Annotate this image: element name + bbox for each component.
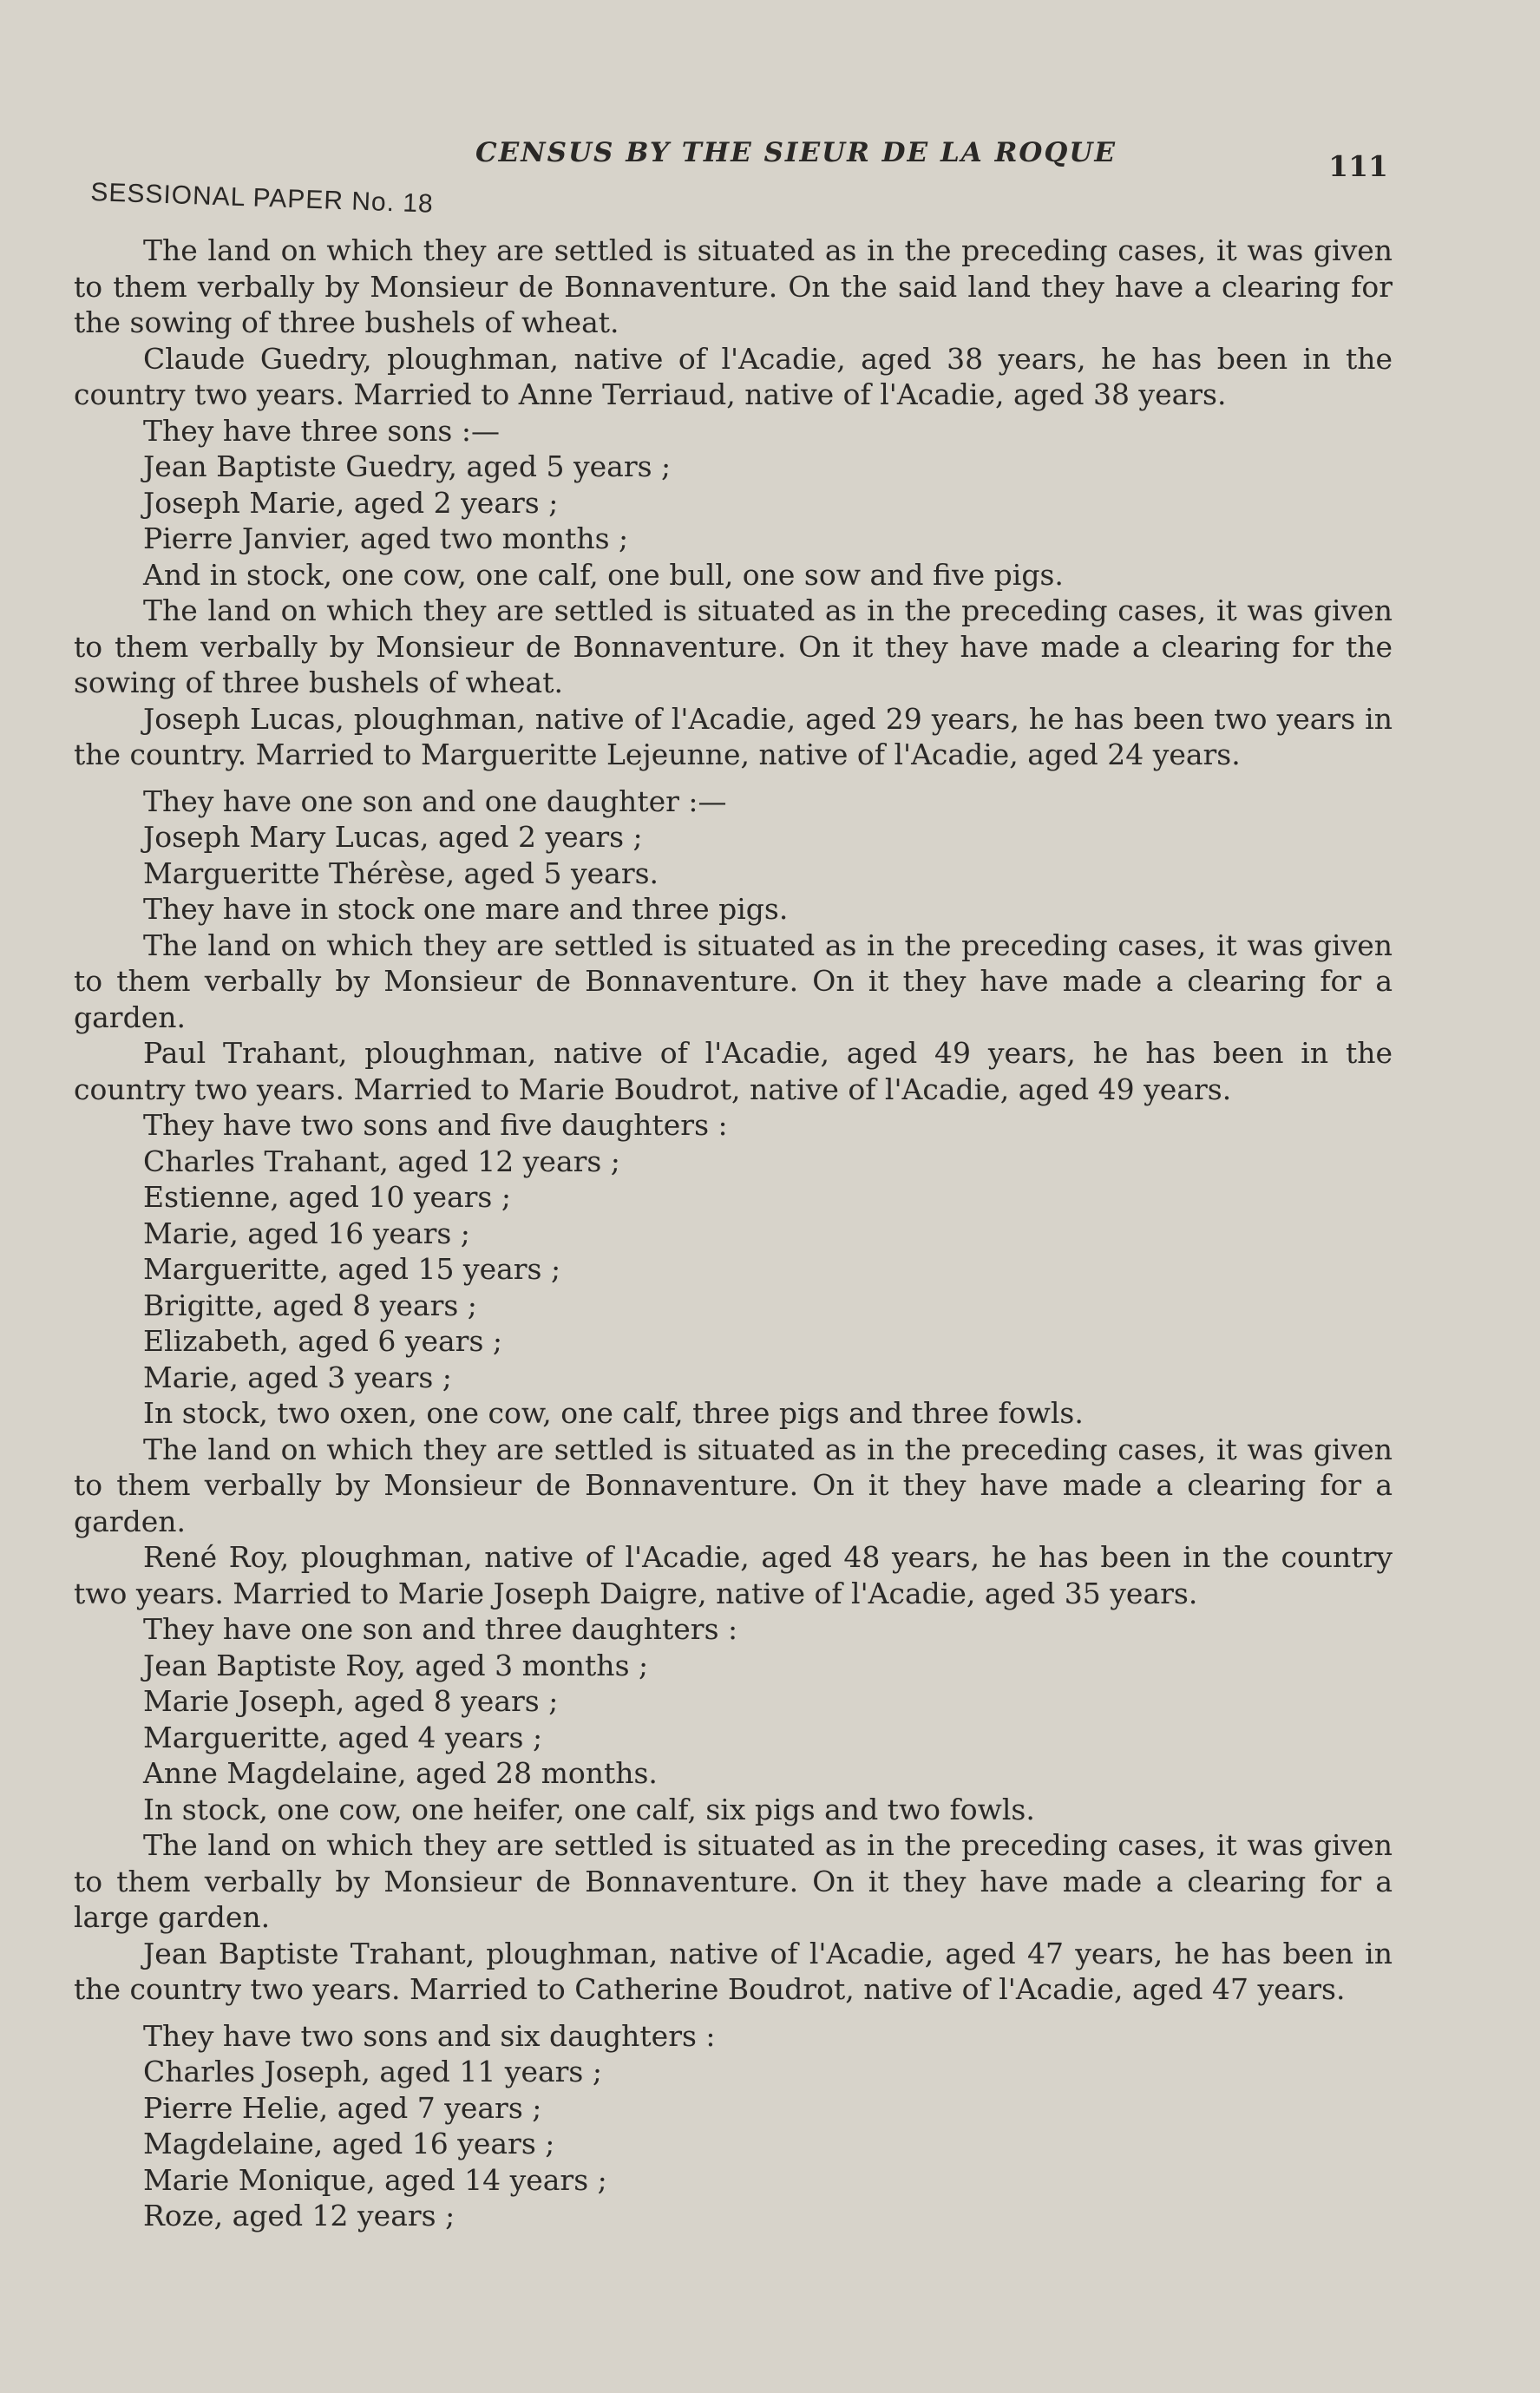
list-item: Pierre Janvier, aged two months ; [143, 521, 629, 555]
list-item: Marie, aged 3 years ; [143, 1360, 452, 1394]
list-item: Anne Magdelaine, aged 28 months. [143, 1756, 658, 1790]
paragraph: Joseph Lucas, ploughman, native of l'Acadie, aged 29 years, he has been two years in the country. Married to Margueritte Lejeunne, native of l'Acadie, aged 24 years. [74, 701, 1393, 771]
list-item: Margueritte, aged 4 years ; [143, 1720, 543, 1754]
list-item: Charles Trahant, aged 12 years ; [143, 1144, 620, 1178]
paragraph: The land on which they are settled is situated as in the preceding cases, it was given to them verbally by Monsieur de Bonnaventure. On it they have made a clearing for a garden. [74, 1432, 1393, 1538]
list-item: Margueritte Thérèse, aged 5 years. [143, 856, 659, 890]
paragraph: Claude Guedry, ploughman, native of l'Acadie, aged 38 years, he has been in the country two years. Married to Anne Terriaud, native of l'Acadie, aged 38 years. [74, 341, 1393, 411]
list-item: Brigitte, aged 8 years ; [143, 1288, 477, 1322]
paragraph: René Roy, ploughman, native of l'Acadie, aged 48 years, he has been in the country two years. Married to Marie Joseph Daigre, native of l'Acadie, aged 35 years. [74, 1540, 1393, 1610]
list-item: Joseph Mary Lucas, aged 2 years ; [143, 820, 643, 854]
paragraph: The land on which they are settled is situated as in the preceding cases, it was given to them verbally by Monsieur de Bonnaventure. On the said land they have a clearing for the sowing of three bushels of wheat. [74, 233, 1393, 339]
list-item: And in stock, one cow, one calf, one bull, one sow and five pigs. [143, 557, 1064, 592]
list-item: Jean Baptiste Roy, aged 3 months ; [143, 1648, 649, 1682]
list-item: They have one son and one daughter :— [143, 783, 727, 818]
list-item: Marie Monique, aged 14 years ; [143, 2162, 607, 2197]
running-title: CENSUS BY THE SIEUR DE LA ROQUE [475, 137, 1117, 168]
paragraph: The land on which they are settled is situated as in the preceding cases, it was given to them verbally by Monsieur de Bonnaventure. On it they have made a clearing for a large garden. [74, 1828, 1393, 1934]
page-number: 111 [1328, 149, 1388, 183]
list-item: Jean Baptiste Guedry, aged 5 years ; [143, 449, 672, 483]
list-item: Marie, aged 16 years ; [143, 1216, 470, 1250]
paragraph: The land on which they are settled is situated as in the preceding cases, it was given to them verbally by Monsieur de Bonnaventure. On it they have made a clearing for the sowing of three bushels of wheat. [74, 593, 1393, 699]
list-item: Estienne, aged 10 years ; [143, 1180, 511, 1214]
list-item: Elizabeth, aged 6 years ; [143, 1324, 502, 1358]
list-item: Joseph Marie, aged 2 years ; [143, 485, 559, 520]
list-item: They have two sons and six daughters : [143, 2018, 716, 2053]
list-item: Marie Joseph, aged 8 years ; [143, 1684, 559, 1718]
list-item: Margueritte, aged 15 years ; [143, 1252, 561, 1286]
list-item: Charles Joseph, aged 11 years ; [143, 2055, 602, 2088]
list-item: Magdelaine, aged 16 years ; [143, 2127, 555, 2160]
sessional-paper-label: SESSIONAL PAPER No. 18 [89, 178, 435, 219]
list-item: They have three sons :— [143, 413, 500, 448]
list-item: In stock, one cow, one heifer, one calf, six pigs and two fowls. [143, 1792, 1035, 1826]
paragraph: Paul Trahant, ploughman, native of l'Acadie, aged 49 years, he has been in the country two years. Married to Marie Boudrot, native of l'Acadie, aged 49 years. [74, 1036, 1393, 1106]
body-text [74, 233, 1393, 2234]
paragraph: The land on which they are settled is situated as in the preceding cases, it was given to them verbally by Monsieur de Bonnaventure. On it they have made a clearing for a garden. [74, 928, 1393, 1034]
list-item: Pierre Helie, aged 7 years ; [143, 2090, 542, 2125]
list-item: They have in stock one mare and three pigs. [143, 892, 789, 926]
list-item: Roze, aged 12 years ; [143, 2199, 455, 2232]
list-item: They have two sons and five daughters : [143, 1108, 728, 1142]
list-item: In stock, two oxen, one cow, one calf, three pigs and three fowls. [143, 1396, 1084, 1430]
paragraph: Jean Baptiste Trahant, ploughman, native of l'Acadie, aged 47 years, he has been in the country two years. Married to Catherine Boudrot, native of l'Acadie, aged 47 years. [74, 1936, 1393, 2006]
list-item: They have one son and three daughters : [143, 1612, 738, 1646]
